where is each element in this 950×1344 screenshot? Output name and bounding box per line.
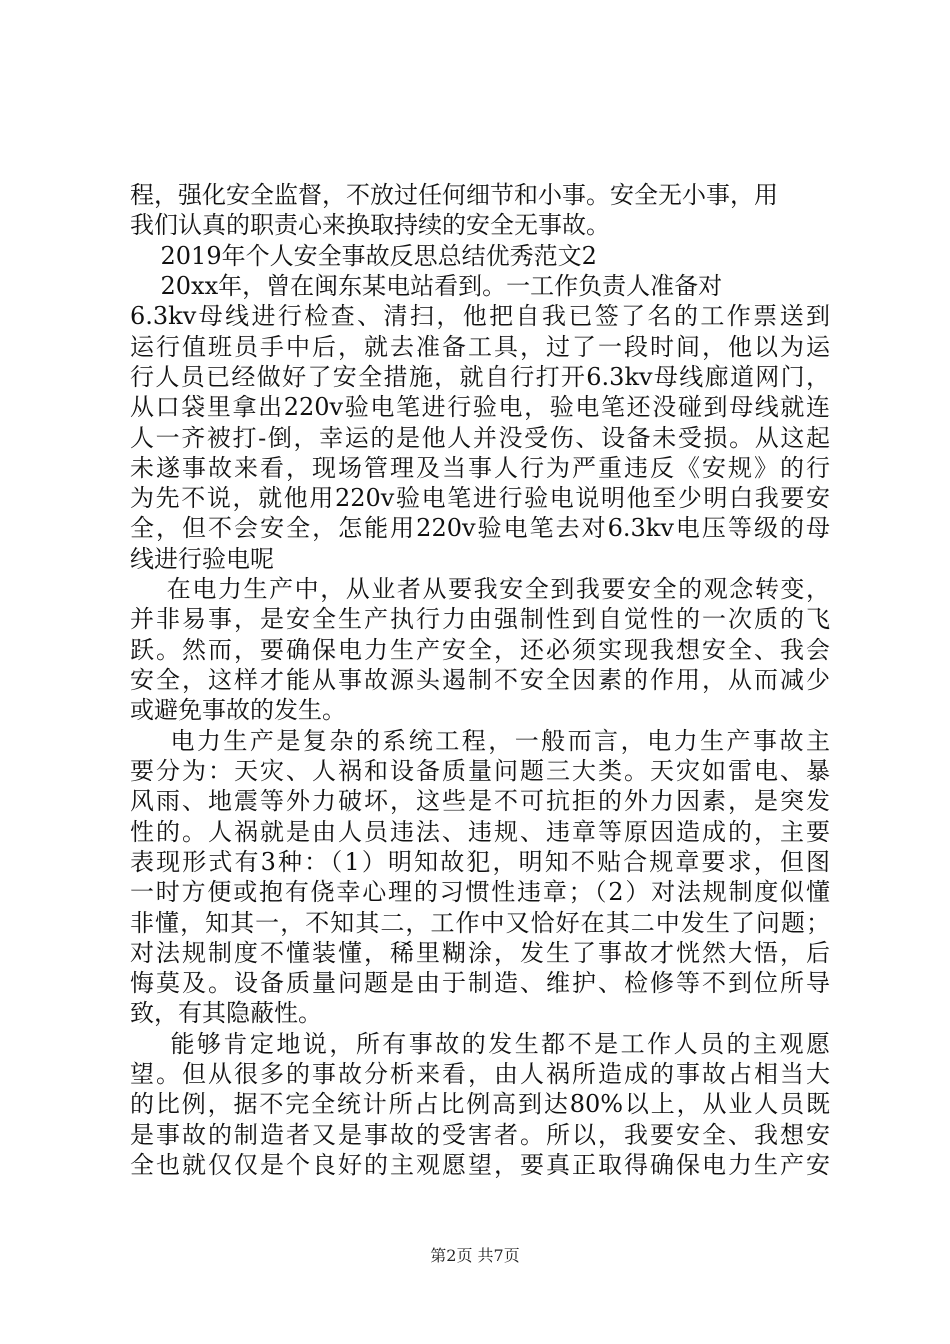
text-line: 致，有其隐蔽性。 [130,999,322,1028]
text-line: 跃。然而，要确保电力生产安全，还必须实现我想安全、我会 [130,635,830,664]
text-line: 并非易事，是安全生产执行力由强制性到自觉性的一次质的飞 [130,605,830,634]
text-line: 未遂事故来看，现场管理及当事人行为严重违反《安规》的行 [130,453,830,482]
section-title: 2019年个人安全事故反思总结优秀范文2 [130,241,597,270]
text-line: 对法规制度不懂装懂，稀里糊涂，发生了事故才恍然大悟，后 [130,938,830,967]
text-line: 在电力生产中，从业者从要我安全到我要安全的观念转变， [130,575,830,604]
text-line: 表现形式有3种：（1）明知故犯，明知不贴合规章要求，但图 [130,847,830,876]
text-line: 行人员已经做好了安全措施，就自行打开6.3kv母线廊道网门， [130,362,830,391]
text-line: 从口袋里拿出220v验电笔进行验电，验电笔还没碰到母线就连 [130,393,830,422]
text-line: 要分为：天灾、人祸和设备质量问题三大类。天灾如雷电、暴 [130,756,830,785]
text-line: 线进行验电呢 [130,544,274,573]
text-line: 人一齐被打-倒，幸运的是他人并没受伤、设备未受损。从这起 [130,423,830,452]
text-line: 6.3kv母线进行检查、清扫，他把自我已签了名的工作票送到 [130,302,830,331]
text-line: 非懂，知其一，不知其二，工作中又恰好在其二中发生了问题； [130,908,830,937]
text-line: 或避免事故的发生。 [130,696,346,725]
text-line: 的比例，据不完全统计所占比例高到达80%以上，从业人员既 [130,1090,830,1119]
text-line: 为先不说，就他用220v验电笔进行验电说明他至少明白我要安 [130,484,830,513]
text-line: 风雨、地震等外力破坏，这些是不可抗拒的外力因素，是突发 [130,787,830,816]
text-line: 性的。人祸就是由人员违法、违规、违章等原因造成的，主要 [130,817,830,846]
text-line: 安全，这样才能从事故源头遏制不安全因素的作用，从而减少 [130,666,830,694]
text-line: 是事故的制造者又是事故的受害者。所以，我要安全、我想安 [130,1120,830,1149]
text-line: 全，但不会安全，怎能用220v验电笔去对6.3kv电压等级的母 [130,514,830,543]
text-line: 电力生产是复杂的系统工程，一般而言，电力生产事故主 [130,726,830,755]
text-line: 全也就仅仅是个良好的主观愿望，要真正取得确保电力生产安 [130,1151,830,1179]
text-line: 望。但从很多的事故分析来看，由人祸所造成的事故占相当大 [130,1060,830,1089]
text-line: 程，强化安全监督，不放过任何细节和小事。安全无小事，用 [130,181,778,209]
text-line: 一时方便或抱有侥幸心理的习惯性违章；（2）对法规制度似懂 [130,878,830,907]
text-line: 悔莫及。设备质量问题是由于制造、维护、检修等不到位所导 [130,969,830,998]
text-line: 能够肯定地说，所有事故的发生都不是工作人员的主观愿 [130,1029,830,1058]
text-line: 20xx年，曾在闽东某电站看到。一工作负责人准备对 [130,271,723,300]
text-line: 运行值班员手中后，就去准备工具，过了一段时间，他以为运 [130,332,830,361]
text-line: 我们认真的职责心来换取持续的安全无事故。 [130,211,610,240]
page-footer: 第2页 共7页 [430,1246,520,1265]
